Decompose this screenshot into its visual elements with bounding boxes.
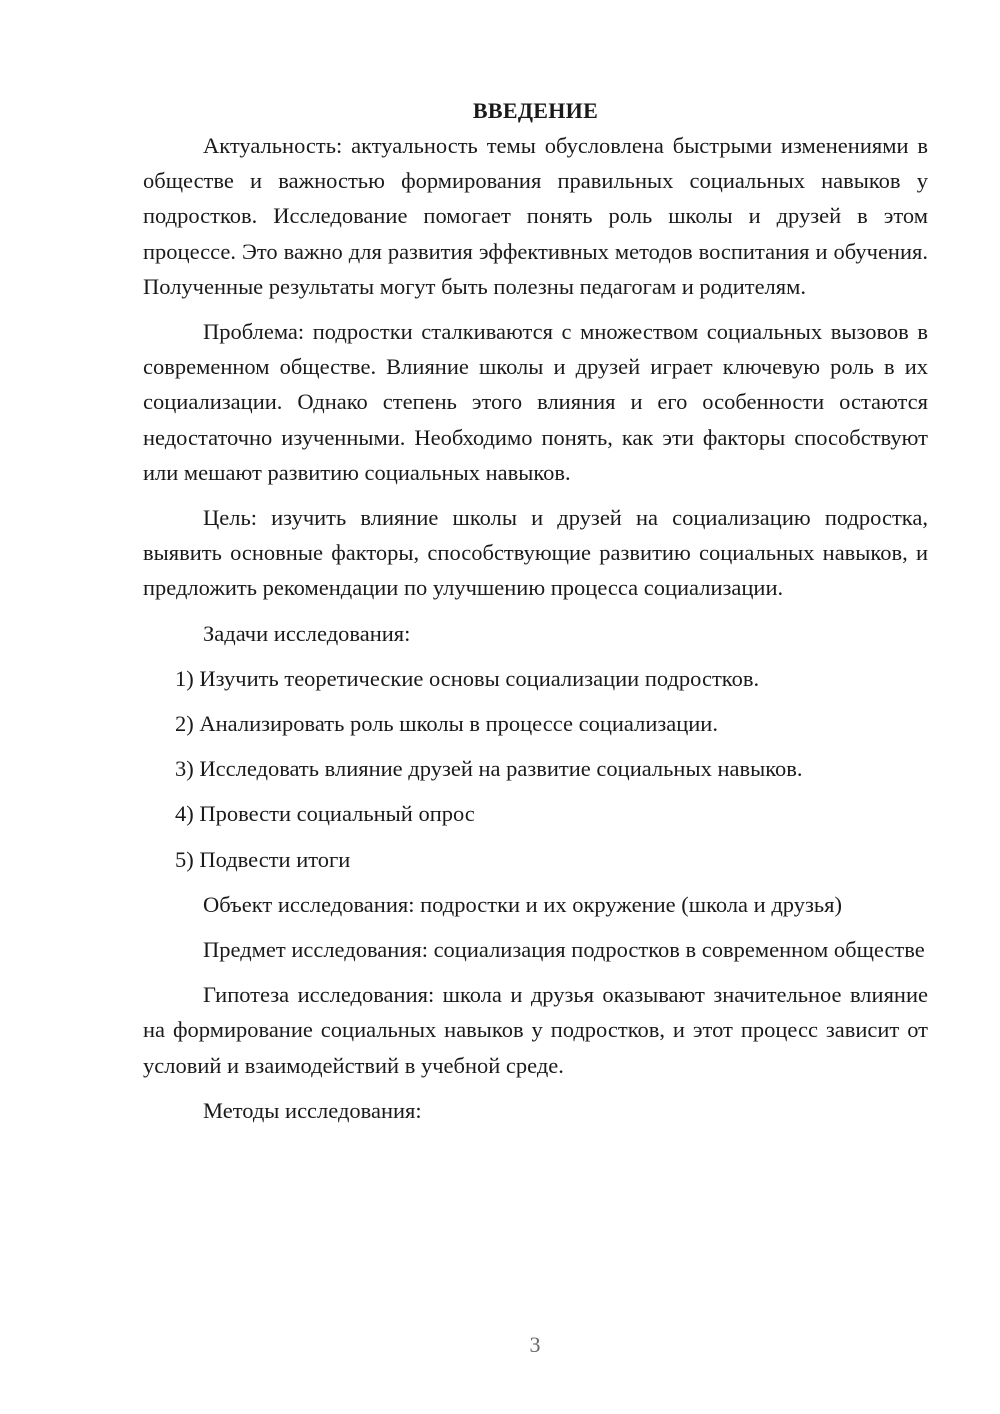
paragraph-hypothesis: Гипотеза исследования: школа и друзья оказывают значительное влияние на формирование социальных навыков у подростков, и этот процесс зависит от условий и взаимодействий в учебной среде. <box>143 982 928 1078</box>
methods-heading: Методы исследования: <box>203 1097 422 1123</box>
task-item-2: 2) Анализировать роль школы в процессе социализации. <box>175 711 718 737</box>
tasks-heading: Задачи исследования: <box>203 620 411 646</box>
page-number: 3 <box>529 1332 541 1357</box>
document-page <box>143 94 928 1138</box>
paragraph-subject: Предмет исследования: социализация подростков в современном обществе <box>203 937 925 963</box>
paragraph-relevance: Актуальность: актуальность темы обусловлена быстрыми изменениями в обществе и важностью формирования правильных социальных навыков у подростков. Исследование помогает понять роль школы и друзей в этом процессе. Это важно для развития эффективных методов воспитания и обучения. Полученные результаты могут быть полезны педагогам и родителям. <box>143 133 928 299</box>
paragraph-problem: Проблема: подростки сталкиваются с множеством социальных вызовов в современном обществе. Влияние школы и друзей играет ключевую роль в их социализации. Однако степень этого влияния и его особенности остаются недостаточно изученными. Необходимо понять, как эти факторы способствуют или мешают развитию социальных навыков. <box>143 319 928 485</box>
task-item-1: 1) Изучить теоретические основы социализации подростков. <box>175 665 760 691</box>
paragraph-goal: Цель: изучить влияние школы и друзей на социализацию подростка, выявить основные факторы, способствующие развитию социальных навыков, и предложить рекомендации по улучшению процесса социализации. <box>143 505 928 601</box>
task-item-4: 4) Провести социальный опрос <box>175 801 475 827</box>
task-item-5: 5) Подвести итоги <box>175 846 351 872</box>
task-item-3: 3) Исследовать влияние друзей на развитие социальных навыков. <box>175 756 803 782</box>
paragraph-object: Объект исследования: подростки и их окружение (школа и друзья) <box>203 891 842 917</box>
section-title: ВВЕДЕНИЕ <box>472 98 599 123</box>
